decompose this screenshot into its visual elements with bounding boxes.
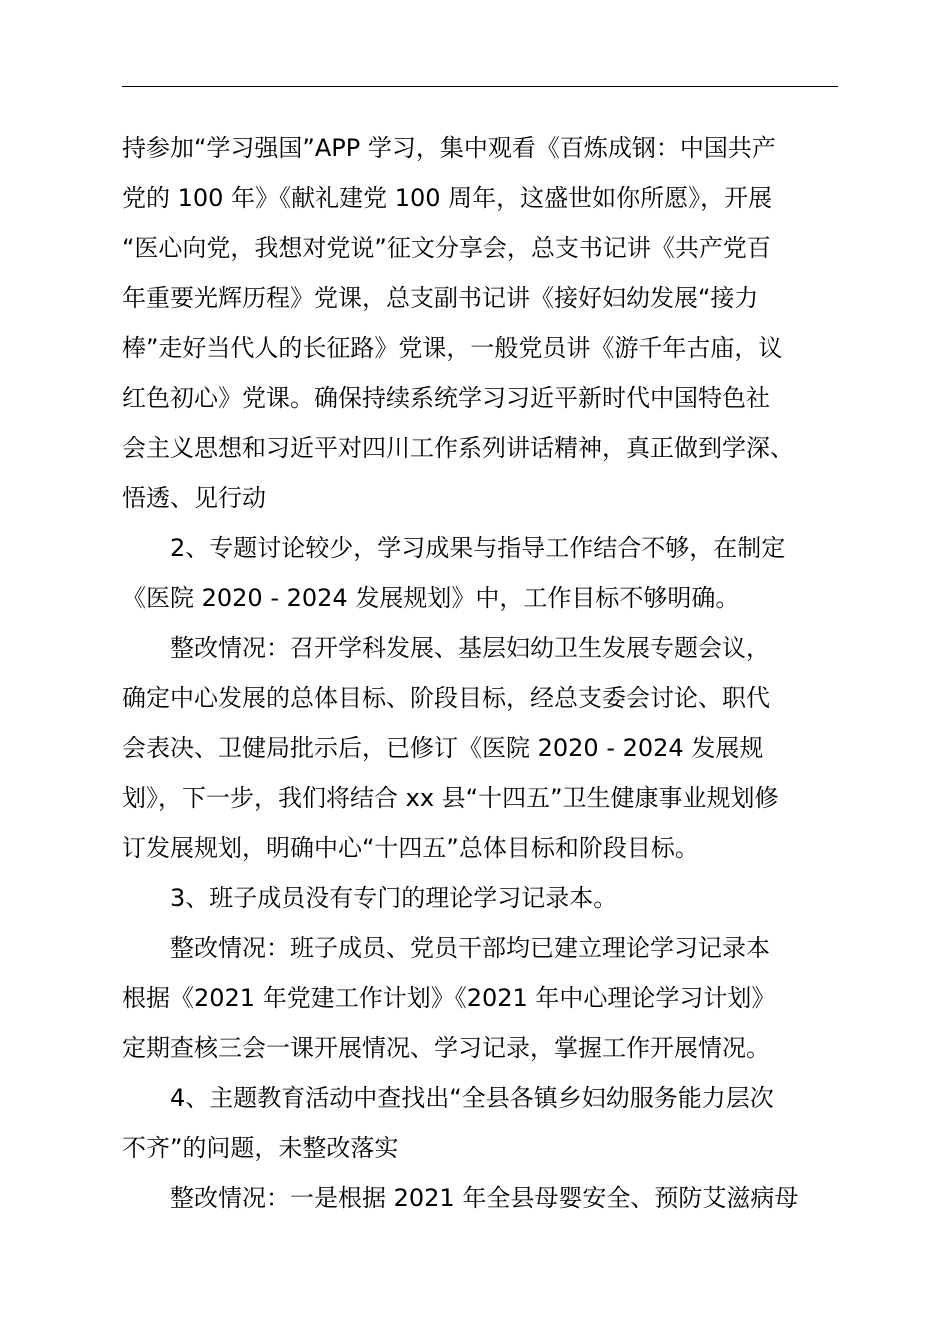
text-line: 订发展规划，明确中心“十四五”总体目标和阶段目标。 — [122, 834, 699, 862]
text-line: 党的 100 年》《献礼建党 100 周年，这盛世如你所愿》，开展 — [122, 184, 773, 212]
text-line: 年重要光辉历程》党课，总支副书记讲《接好妇幼发展“接力 — [122, 284, 759, 312]
text-line: 《医院 2020 - 2024 发展规划》中，工作目标不够明确。 — [122, 584, 740, 612]
text-line: 会主义思想和习近平对四川工作系列讲话精神，真正做到学深、 — [122, 434, 794, 462]
text-line: 整改情况：班子成员、党员干部均已建立理论学习记录本 — [170, 934, 770, 962]
text-line: 4、主题教育活动中查找出“全县各镇乡妇幼服务能力层次 — [170, 1084, 774, 1112]
text-line: 悟透、见行动 — [122, 484, 266, 512]
header-rule — [122, 86, 838, 87]
text-line: 棒”走好当代人的长征路》党课，一般党员讲《游千年古庙，议 — [122, 334, 783, 362]
text-line: 整改情况：召开学科发展、基层妇幼卫生发展专题会议， — [170, 634, 770, 662]
text-line: 会表决、卫健局批示后，已修订《医院 2020 - 2024 发展规 — [122, 734, 764, 762]
document-body — [122, 123, 838, 1223]
text-line: 红色初心》党课。确保持续系统学习习近平新时代中国特色社 — [122, 384, 770, 412]
text-line: 划》，下一步，我们将结合 xx 县“十四五”卫生健康事业规划修 — [122, 784, 779, 812]
text-line: 3、班子成员没有专门的理论学习记录本。 — [170, 884, 618, 912]
text-line: 不齐”的问题，未整改落实 — [122, 1134, 399, 1162]
text-line: 根据《2021 年党建工作计划》《2021 年中心理论学习计划》 — [122, 984, 776, 1012]
text-line: “医心向党，我想对党说”征文分享会，总支书记讲《共产党百 — [122, 234, 771, 262]
text-line: 2、专题讨论较少，学习成果与指导工作结合不够，在制定 — [170, 534, 786, 562]
text-line: 确定中心发展的总体目标、阶段目标，经总支委会讨论、职代 — [122, 684, 770, 712]
text-line: 整改情况：一是根据 2021 年全县母婴安全、预防艾滋病母 — [170, 1184, 799, 1212]
text-line: 持参加“学习强国”APP 学习，集中观看《百炼成钢：中国共产 — [122, 134, 776, 162]
text-line: 定期查核三会一课开展情况、学习记录，掌握工作开展情况。 — [122, 1034, 770, 1062]
